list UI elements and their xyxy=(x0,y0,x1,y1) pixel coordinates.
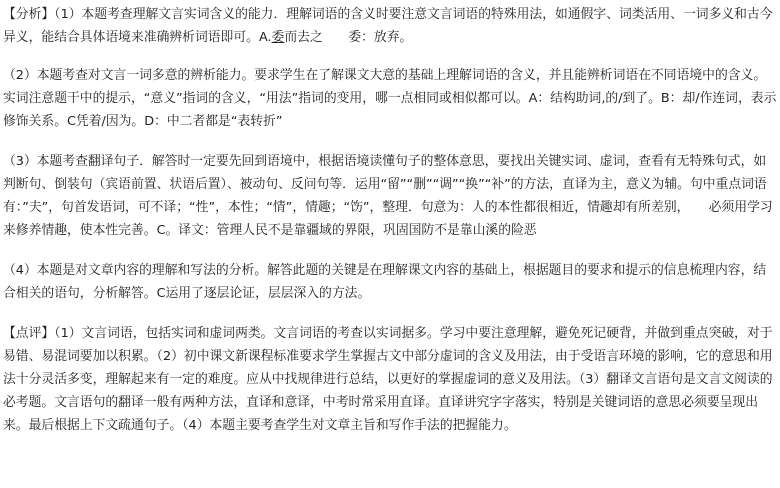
analysis-paragraph-3: （3）本题考查翻译句子．解答时一定要先回到语境中，根据语境读懂句子的整体意思，要找出关键实词、虚词，查看有无特殊句式，如判断句、倒装句（宾语前置、状语后置）、被动句、反问句等．运用“留”“删”“调”“换”“补”的方法，直译为主，意义为辅。句中重点词语有：”夫”，句首发语词，可不译；“性”，本性；“情”，情趣；“饬”，整理．句意为：人的本性都很相近，情趣却有所差别， 必须用学习来修养情趣，使本性完善。C。译文：管理人民不是靠疆域的界限，巩固国防不是靠山溪的险恶 xyxy=(3,154,773,238)
analysis-paragraph-2: （2）本题考查对文言一词多意的辨析能力。要求学生在了解课文大意的基础上理解词语的含义，并且能辨析词语在不同语境中的含义。实词注意题干中的提示，“意义”指词的含义，“用法”指词的变用，哪一点相同或相似都可以。A：结构助词,的/到了。B：却/作连词，表示修饰关系。C凭着/因为。D：中二者都是“表转折” xyxy=(3,68,777,129)
underlined-word: 委 xyxy=(271,30,285,45)
answer-document xyxy=(3,3,777,437)
comment-tag: 【点评】 xyxy=(3,326,55,341)
analysis-paragraph-1 xyxy=(3,3,777,49)
analysis-p1-text: （1）本题考查理解文言实词含义的能力．理解词语的含义时要注意文言词语的特殊用法，如通假字、词类活用、一词多义和古今异义，能结合具体语境来准确辨析词语即可。A. xyxy=(3,7,773,45)
analysis-tag: 【分析】 xyxy=(3,7,55,22)
comment-paragraph xyxy=(3,322,777,437)
analysis-paragraph-4: （4）本题是对文章内容的理解和写法的分析。解答此题的关键是在理解课文内容的基础上，根据题目的要求和提示的信息梳理内容，结合相关的语句，分析解答。C运用了逐层论证，层层深入的方法。 xyxy=(3,263,767,301)
analysis-p1-suffix: 而去之 委：放弃。 xyxy=(284,30,413,45)
comment-text: （1）文言词语，包括实词和虚词两类。文言词语的考查以实词据多。学习中要注意理解，避免死记硬背，并做到重点突破，对于易错、易混词要加以积累。（2）初中课文新课程标准要求学生掌握古文中部分虚词的含义及用法，由于受语言环境的影响，它的意思和用法十分灵活多变，理解起来有一定的难度。应从中找规律进行总结，以更好的掌握虚词的意义及用法。（3）翻译文言语句是文言文阅读的必考题。文言语句的翻译一般有两种方法，直译和意译，中考时常采用直译。直译讲究字字落实，特别是关键词语的意思必须要呈现出来。最后根据上下文疏通句子。（4）本题主要考查学生对文章主旨和写作手法的把握能力。 xyxy=(3,326,773,433)
